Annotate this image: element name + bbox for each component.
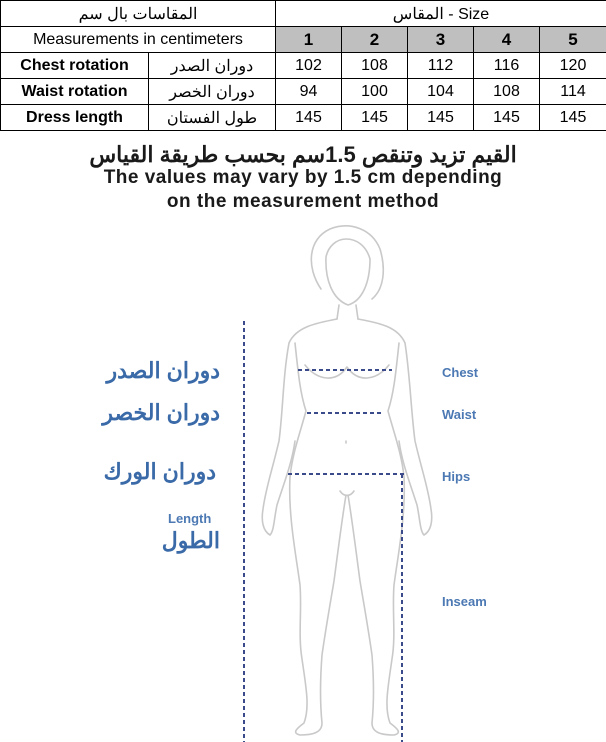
size-3-cell: 3 [408, 27, 474, 53]
table-row [1, 53, 606, 79]
units-label-cell: Measurements in centimeters [1, 27, 276, 53]
figure-crotch [340, 491, 354, 496]
value-cell: 114 [540, 79, 606, 105]
waist-label-ar: دوران الخصر [102, 400, 220, 425]
hips-label-ar: دوران الورك [103, 459, 216, 484]
size-2-cell: 2 [342, 27, 408, 53]
figure-right-arm [358, 319, 432, 535]
value-cell: 145 [540, 105, 606, 131]
size-4-cell: 4 [474, 27, 540, 53]
note-arabic: القيم تزيد وتنقص 1.5سم بحسب طريقة القياس [89, 142, 517, 167]
row-label-en: Dress length [1, 105, 149, 131]
chest-label-ar: دوران الصدر [106, 358, 220, 383]
hips-label-en: Hips [442, 469, 471, 484]
value-cell: 145 [474, 105, 540, 131]
value-cell: 145 [408, 105, 474, 131]
row-label-ar: دوران الخصر [149, 79, 276, 105]
row-label-ar: دوران الصدر [149, 53, 276, 79]
figure-left-leg [290, 477, 346, 735]
inseam-label-en: Inseam [442, 594, 487, 609]
waist-label-en: Waist [442, 407, 477, 422]
figure-hair [311, 226, 383, 299]
size-5-cell: 5 [540, 27, 606, 53]
row-label-en: Chest rotation [1, 53, 149, 79]
figure-neck [337, 305, 358, 319]
chest-label-en: Chest [442, 365, 479, 380]
value-cell: 102 [276, 53, 342, 79]
header-row [1, 1, 606, 27]
body-measurement-figure [0, 215, 606, 742]
note-english-line2: on the measurement method [166, 191, 440, 212]
value-cell: 145 [342, 105, 408, 131]
length-label-en: Length [168, 511, 212, 526]
table-row [1, 79, 606, 105]
value-cell: 145 [276, 105, 342, 131]
value-cell: 112 [408, 53, 474, 79]
table-row [1, 105, 606, 131]
units-row [1, 27, 606, 53]
figure-right-leg [348, 477, 404, 735]
value-cell: 108 [474, 79, 540, 105]
size-chart-table [0, 0, 606, 131]
row-label-en: Waist rotation [1, 79, 149, 105]
note-english-line1: The values may vary by 1.5 cm depending [103, 167, 503, 188]
header-left-cell: المقاسات بال سم [1, 1, 276, 27]
size-1-cell: 1 [276, 27, 342, 53]
value-cell: 94 [276, 79, 342, 105]
value-cell: 100 [342, 79, 408, 105]
figure-left-arm [262, 319, 337, 535]
row-label-ar: طول الفستان [149, 105, 276, 131]
figure-bust [305, 365, 389, 378]
value-cell: 116 [474, 53, 540, 79]
value-cell: 108 [342, 53, 408, 79]
value-cell: 120 [540, 53, 606, 79]
figure-head [326, 239, 370, 305]
header-size-cell: Size - المقاس [276, 1, 606, 27]
length-label-ar: الطول [161, 528, 220, 553]
value-cell: 104 [408, 79, 474, 105]
